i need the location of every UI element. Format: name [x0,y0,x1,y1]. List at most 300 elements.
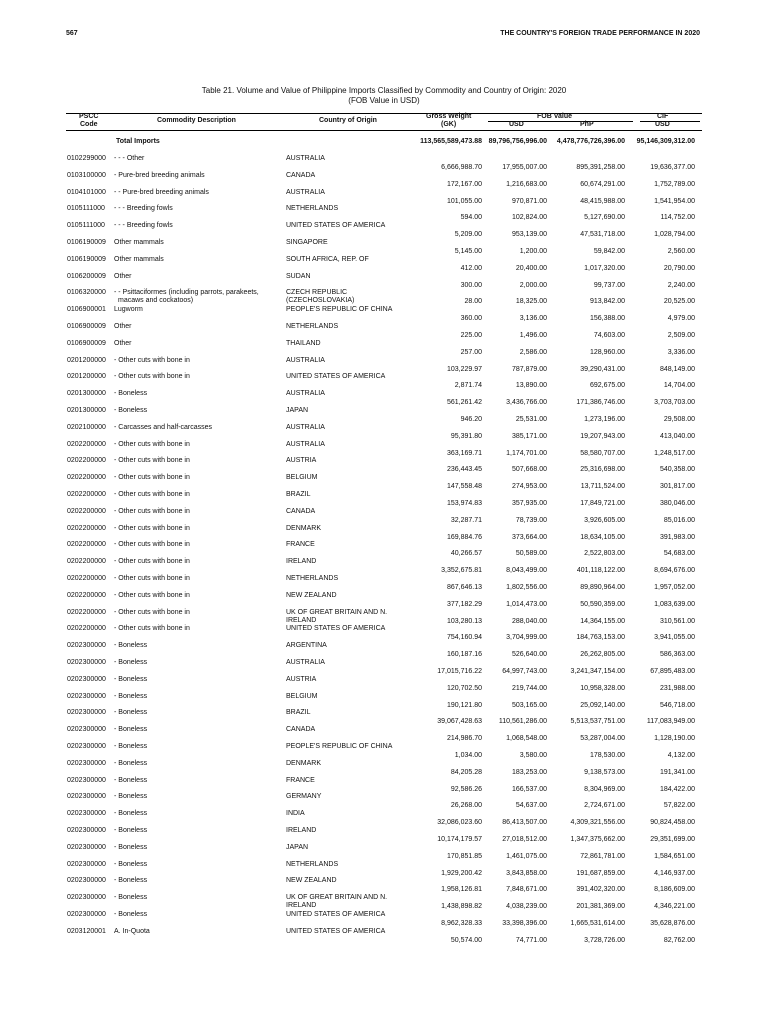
table-row [0,474,768,491]
fob-php-value: 3,926,605.00 [584,516,625,524]
fob-usd-value: 373,664.00 [511,533,547,541]
table-title: Table 21. Volume and Value of Philippine Imports Classified by Commodity and Country of Origin: 2020 [201,86,567,95]
commodity-description: - Other cuts with bone in [114,608,190,616]
fob-usd-value: 1,174,701.00 [506,449,547,457]
country-of-origin: UNITED STATES OF AMERICA [286,373,386,381]
header-cif-usd: USD [655,121,670,128]
cif-usd-value: 546,718.00 [659,701,695,709]
table-row [0,239,768,256]
cif-usd-value: 1,248,517.00 [654,449,695,457]
gross-weight-value: 170,851.85 [446,852,482,860]
running-head: THE COUNTRY'S FOREIGN TRADE PERFORMANCE IN 2020 [500,30,700,37]
country-of-origin [286,894,387,910]
country-of-origin-line-1: CZECH REPUBLIC [286,289,348,297]
fob-usd-value: 274,953.00 [511,483,547,491]
gross-weight-value: 412.00 [460,264,482,272]
commodity-description: - Boneless [114,759,148,767]
gross-weight-value: 1,929,200.42 [441,869,482,877]
header-fob-usd: USD [509,121,524,128]
cif-usd-value: 1,028,794.00 [654,231,695,239]
table-row [0,575,768,592]
cif-usd-value: 4,346,221.00 [654,903,695,911]
table-row [0,793,768,810]
gross-weight-value: 377,182.29 [446,600,482,608]
fob-usd-value: 110,561,286.00 [498,718,547,726]
commodity-description: Other mammals [114,255,164,263]
cif-usd-value: 413,040.00 [659,432,695,440]
cif-usd-value: 1,752,789.00 [654,180,695,188]
fob-php-value: 692,675.00 [589,382,625,390]
table-title-block [0,86,768,106]
country-of-origin: AUSTRIA [286,675,317,683]
table-row [0,390,768,407]
country-of-origin: BELGIUM [286,474,318,482]
country-of-origin: NETHERLANDS [286,323,339,330]
table-row [0,172,768,189]
country-of-origin: NETHERLANDS [286,860,339,868]
fob-usd-value: 503,165.00 [511,701,547,709]
commodity-description [114,289,259,305]
country-of-origin: IRELAND [286,827,317,834]
pscc-code: 0105111000 [67,205,105,213]
table-row [0,373,768,390]
fob-php-value: 391,402,320.00 [576,886,625,894]
table-row [0,827,768,844]
gross-weight-value: 214,986.70 [446,735,482,743]
country-of-origin: UNITED STATES OF AMERICA [286,222,386,230]
commodity-description: - Other cuts with bone in [114,541,190,549]
gross-weight-value: 39,067,428.63 [437,718,482,726]
gross-weight-value: 190,121.80 [446,701,482,709]
table-row [0,844,768,861]
gross-weight-value: 169,884.76 [446,533,482,541]
gross-weight-value: 363,169.71 [446,449,482,457]
country-of-origin: IRELAND [286,558,317,566]
country-of-origin: AUSTRALIA [286,390,325,398]
country-of-origin: SINGAPORE [286,239,328,246]
cif-usd-value: 184,422.00 [659,785,695,793]
country-of-origin: AUSTRALIA [286,356,325,364]
pscc-code: 0106320000 [67,289,106,297]
cif-usd-value: 1,128,190.00 [654,735,695,743]
cif-usd-value: 67,895,483.00 [650,668,695,675]
country-of-origin: NEW ZEALAND [286,877,337,885]
fob-usd-value: 288,040.00 [511,617,547,625]
fob-usd-value: 526,640.00 [511,651,547,659]
table-row [0,407,768,424]
country-of-origin: NETHERLANDS [286,575,339,582]
cif-usd-value: 310,561.00 [659,617,695,625]
country-of-origin-line-2: IRELAND [286,616,317,624]
fob-usd-value: 3,436,766.00 [506,399,547,407]
cif-underline [640,121,700,122]
pscc-code: 0202300000 [67,759,106,767]
country-of-origin: CANADA [286,171,316,179]
cif-usd-value: 54,683.00 [663,550,695,558]
commodity-description: - Boneless [114,726,148,734]
gross-weight-value: 360.00 [460,315,482,323]
pscc-code: 0202200000 [67,457,106,465]
country-of-origin-line-1: UK OF GREAT BRITAIN AND N. [286,608,388,616]
commodity-description: - Boneless [114,743,148,750]
pscc-code: 0202200000 [67,541,106,549]
fob-php-value: 18,634,105.00 [580,533,625,541]
fob-usd-value: 970,871.00 [511,197,547,205]
fob-php-value: 26,262,805.00 [580,651,625,659]
country-of-origin: JAPAN [286,407,309,414]
fob-usd-value: 385,171.00 [511,432,547,440]
pscc-code: 0106900009 [67,339,106,347]
country-of-origin: AUSTRIA [286,457,317,465]
fob-usd-value: 74,771.00 [515,936,547,944]
fob-usd-value: 54,637.00 [515,802,547,810]
cif-usd-value: 231,988.00 [659,684,695,692]
pscc-code: 0106190009 [67,255,106,263]
page-number: 567 [66,30,78,37]
pscc-code: 0201200000 [67,373,106,381]
fob-php-value: 25,092,140.00 [580,701,625,709]
total-fob-php: 4,478,776,726,396.00 [556,138,625,145]
pscc-code: 0202300000 [67,793,106,801]
table-row [0,592,768,609]
commodity-description: - Boneless [114,843,148,851]
gross-weight-value: 147,558.48 [446,483,482,491]
fob-usd-value: 1,216,683.00 [506,180,547,188]
fob-usd-value: 3,704,999.00 [506,634,547,642]
fob-usd-value: 4,038,239.00 [506,903,547,911]
fob-php-value: 3,728,726.00 [584,936,625,944]
table-row [0,676,768,693]
pscc-code: 0105111000 [67,222,105,230]
cif-usd-value: 2,509.00 [667,332,695,339]
cif-usd-value: 4,132.00 [667,752,695,759]
pscc-code: 0102299000 [67,155,106,162]
commodity-description: - Boneless [114,709,148,717]
country-of-origin: NEW ZEALAND [286,591,337,599]
fob-php-value: 47,531,718.00 [580,231,625,239]
pscc-code: 0202200000 [67,591,106,599]
fob-php-value: 401,118,122.00 [576,567,625,575]
gross-weight-value: 257.00 [460,348,482,356]
header-cif: CIF [657,113,669,120]
fob-php-value: 48,415,988.00 [580,197,625,205]
pscc-code: 0104101000 [67,188,106,196]
pscc-code: 0202200000 [67,440,106,448]
total-imports-label: Total Imports [116,138,160,145]
commodity-description: - Other cuts with bone in [114,491,190,498]
cif-usd-value: 85,016.00 [663,516,695,524]
country-of-origin: PEOPLE'S REPUBLIC OF CHINA [286,743,393,750]
pscc-code: 0202300000 [67,776,106,784]
commodity-description: - Other cuts with bone in [114,575,190,582]
pscc-code: 0106900009 [67,323,106,330]
cif-usd-value: 35,628,876.00 [650,920,695,927]
commodity-description: - Boneless [114,810,148,818]
commodity-description: Other [114,272,132,280]
fob-php-value: 58,580,707.00 [580,449,625,457]
gross-weight-value: 50,574.00 [450,936,482,944]
total-fob-usd: 89,796,756,996.00 [488,138,547,145]
commodity-description: Other mammals [114,239,164,246]
table-row [0,625,768,642]
gross-weight-value: 32,086,023.60 [437,819,482,827]
cif-usd-value: 82,762.00 [663,936,695,944]
cif-usd-value: 1,584,651.00 [654,852,695,860]
table-row [0,205,768,222]
commodity-description: - Boneless [114,877,148,885]
table-row [0,709,768,726]
commodity-description: - Boneless [114,911,148,918]
commodity-description: - - Pure-bred breeding animals [114,188,209,196]
fob-usd-value: 1,014,473.00 [506,600,547,608]
cif-usd-value: 1,083,639.00 [654,600,695,608]
gross-weight-value: 594.00 [460,214,482,222]
pscc-code: 0203120001 [67,927,106,935]
header-commodity: Commodity Description [157,117,236,124]
fob-usd-value: 166,537.00 [511,785,547,793]
commodity-description: - Pure-bred breeding animals [114,171,205,179]
cif-usd-value: 1,957,052.00 [654,584,695,591]
table-row [0,911,768,928]
gross-weight-value: 225.00 [460,332,482,339]
pscc-code: 0202300000 [67,827,106,834]
fob-php-value: 25,316,698.00 [580,466,625,474]
fob-usd-value: 17,955,007.00 [502,164,547,171]
pscc-code: 0202300000 [67,743,106,750]
cif-usd-value: 57,822.00 [663,802,695,810]
fob-php-value: 72,861,781.00 [580,852,625,860]
cif-usd-value: 3,336.00 [667,348,695,356]
pscc-code: 0202200000 [67,575,106,582]
commodity-description: - Boneless [114,390,148,398]
table-row [0,155,768,172]
fob-php-value: 50,590,359.00 [580,600,625,608]
gross-weight-value: 236,443.45 [446,466,482,474]
commodity-description: A. In-Quota [114,927,150,935]
commodity-description-line-2: macaws and cockatoos) [118,297,194,305]
fob-php-value: 3,241,347,154.00 [570,668,625,675]
gross-weight-value: 84,205.28 [450,768,482,776]
fob-usd-value: 64,997,743.00 [502,668,547,675]
pscc-code: 0202200000 [67,491,106,498]
fob-php-value: 17,849,721.00 [580,500,625,507]
gross-weight-value: 5,145.00 [454,248,482,255]
fob-php-value: 2,724,671.00 [584,802,625,810]
fob-usd-value: 1,496.00 [519,332,547,339]
fob-php-value: 895,391,258.00 [576,164,625,171]
fob-php-value: 74,603.00 [593,332,625,339]
header-top-rule [66,113,702,114]
country-of-origin: CANADA [286,507,316,515]
commodity-description: - - - Breeding fowls [114,222,173,230]
country-of-origin: AUSTRALIA [286,188,325,196]
pscc-code: 0202200000 [67,625,106,633]
country-of-origin: BRAZIL [286,709,311,717]
commodity-description: - Other cuts with bone in [114,474,190,482]
country-of-origin: FRANCE [286,776,315,784]
gross-weight-value: 8,962,328.33 [441,920,482,927]
fob-php-value: 4,309,321,556.00 [570,819,625,827]
cif-usd-value: 380,046.00 [659,500,695,507]
fob-php-value: 14,364,155.00 [580,617,625,625]
country-of-origin: BELGIUM [286,692,318,700]
fob-usd-value: 20,400.00 [515,264,547,272]
gross-weight-value: 172,167.00 [446,180,482,188]
gross-weight-value: 1,034.00 [454,752,482,759]
pscc-code: 0201200000 [67,356,106,364]
cif-usd-value: 20,790.00 [663,264,695,272]
commodity-description-line-1: - - Psittaciformes (including parrots, parakeets, [114,289,259,297]
fob-usd-value: 27,018,512.00 [502,836,547,843]
fob-php-value: 201,381,369.00 [576,903,625,911]
table-row [0,323,768,340]
fob-php-value: 178,530.00 [589,752,625,759]
cif-usd-value: 14,704.00 [663,382,695,390]
country-of-origin: AUSTRALIA [286,423,325,431]
commodity-description: - - - Other [114,155,145,162]
gross-weight-value: 160,187.16 [446,651,482,659]
pscc-code: 0106190009 [67,239,106,246]
fob-usd-value: 787,879.00 [511,365,547,373]
country-of-origin: PEOPLE'S REPUBLIC OF CHINA [286,306,393,314]
cif-usd-value: 3,941,055.00 [654,634,695,642]
cif-usd-value: 1,541,954.00 [654,197,695,205]
gross-weight-value: 26,268.00 [450,802,482,810]
table-row [0,508,768,525]
cif-usd-value: 3,703,703.00 [654,399,695,407]
fob-usd-value: 1,802,556.00 [506,584,547,591]
country-of-origin: DENMARK [286,524,322,532]
table-row [0,457,768,474]
table-row [0,558,768,575]
gross-weight-value: 103,280.13 [446,617,482,625]
country-of-origin-line-1: UK OF GREAT BRITAIN AND N. [286,894,388,902]
fob-php-value: 53,287,004.00 [580,735,625,743]
gross-weight-value: 867,646.13 [446,584,482,591]
commodity-description: - Boneless [114,776,148,784]
table-row [0,222,768,239]
table-row [0,928,768,945]
fob-usd-value: 183,253.00 [511,768,547,776]
fob-usd-value: 3,580.00 [519,752,547,759]
pscc-code: 0202300000 [67,642,106,650]
country-of-origin: UNITED STATES OF AMERICA [286,911,386,918]
country-of-origin: NETHERLANDS [286,205,339,213]
table-row [0,525,768,542]
country-of-origin: UNITED STATES OF AMERICA [286,625,386,633]
gross-weight-value: 1,438,898.82 [441,903,482,911]
fob-usd-value: 8,043,499.00 [506,567,547,575]
table-row [0,609,768,626]
cif-usd-value: 848,149.00 [659,365,695,373]
table-row [0,340,768,357]
fob-php-value: 9,138,573.00 [584,768,625,776]
country-of-origin: GERMANY [286,793,322,801]
gross-weight-value: 10,174,179.57 [437,836,482,843]
gross-weight-value: 2,871.74 [454,382,482,390]
table-row [0,760,768,777]
gross-weight-value: 153,974.83 [446,500,482,507]
commodity-description: - Boneless [114,860,148,868]
table-row [0,541,768,558]
fob-php-value: 19,207,943.00 [580,432,625,440]
fob-usd-value: 50,589.00 [515,550,547,558]
table-row [0,256,768,273]
cif-usd-value: 2,240.00 [667,281,695,289]
header-fob-php: PhP [580,121,594,128]
country-of-origin: AUSTRALIA [286,155,325,162]
pscc-code: 0202200000 [67,558,106,566]
fob-usd-value: 507,668.00 [511,466,547,474]
commodity-description: - - - Breeding fowls [114,205,173,213]
table-row [0,743,768,760]
cif-usd-value: 191,341.00 [659,768,695,776]
table-row [0,441,768,458]
table-row [0,289,768,306]
fob-php-value: 1,347,375,662.00 [570,836,625,843]
table-row [0,894,768,911]
commodity-description: - Other cuts with bone in [114,591,190,599]
gross-weight-value: 120,702.50 [446,684,482,692]
fob-usd-value: 3,843,858.00 [506,869,547,877]
fob-usd-value: 2,000.00 [519,281,547,289]
fob-php-value: 89,890,964.00 [580,584,625,591]
fob-php-value: 1,665,531,614.00 [570,920,625,927]
gross-weight-value: 561,261.42 [446,399,482,407]
table-row [0,877,768,894]
header-fob-value: FOB Value [537,113,573,120]
pscc-code: 0202300000 [67,659,106,666]
fob-usd-value: 1,200.00 [519,248,547,255]
header-code: Code [80,121,98,128]
total-cif-usd: 95,146,309,312.00 [636,138,695,145]
fob-usd-value: 25,531.00 [515,416,547,423]
commodity-description: - Other cuts with bone in [114,524,190,532]
table-row [0,777,768,794]
commodity-description: - Other cuts with bone in [114,457,190,465]
fob-usd-value: 7,848,671.00 [506,886,547,894]
gross-weight-value: 5,209.00 [454,231,482,239]
table-row [0,357,768,374]
table-row [0,726,768,743]
gross-weight-value: 101,055.00 [446,197,482,205]
commodity-description: - Other cuts with bone in [114,373,190,381]
country-of-origin: JAPAN [286,843,309,851]
fob-usd-value: 78,739.00 [515,516,547,524]
fob-usd-value: 357,935.00 [511,500,547,507]
pscc-code: 0201300000 [67,390,106,398]
fob-usd-value: 13,890.00 [515,382,547,390]
cif-usd-value: 117,083,949.00 [646,718,695,726]
commodity-description: - Boneless [114,659,148,666]
cif-usd-value: 540,358.00 [659,466,695,474]
pscc-code: 0202300000 [67,894,106,902]
country-of-origin: SUDAN [286,272,311,280]
fob-php-value: 128,960.00 [589,348,625,356]
fob-usd-value: 953,139.00 [511,231,547,239]
country-of-origin: DENMARK [286,759,322,767]
table-row [0,424,768,441]
commodity-description: - Other cuts with bone in [114,356,190,364]
fob-php-value: 5,513,537,751.00 [570,718,625,726]
gross-weight-value: 300.00 [460,281,482,289]
cif-usd-value: 4,979.00 [667,315,695,323]
fob-usd-value: 219,744.00 [511,684,547,692]
fob-php-value: 99,737.00 [593,281,625,289]
country-of-origin-line-2: IRELAND [286,902,317,910]
country-of-origin: AUSTRALIA [286,440,325,448]
cif-usd-value: 20,525.00 [663,298,695,306]
